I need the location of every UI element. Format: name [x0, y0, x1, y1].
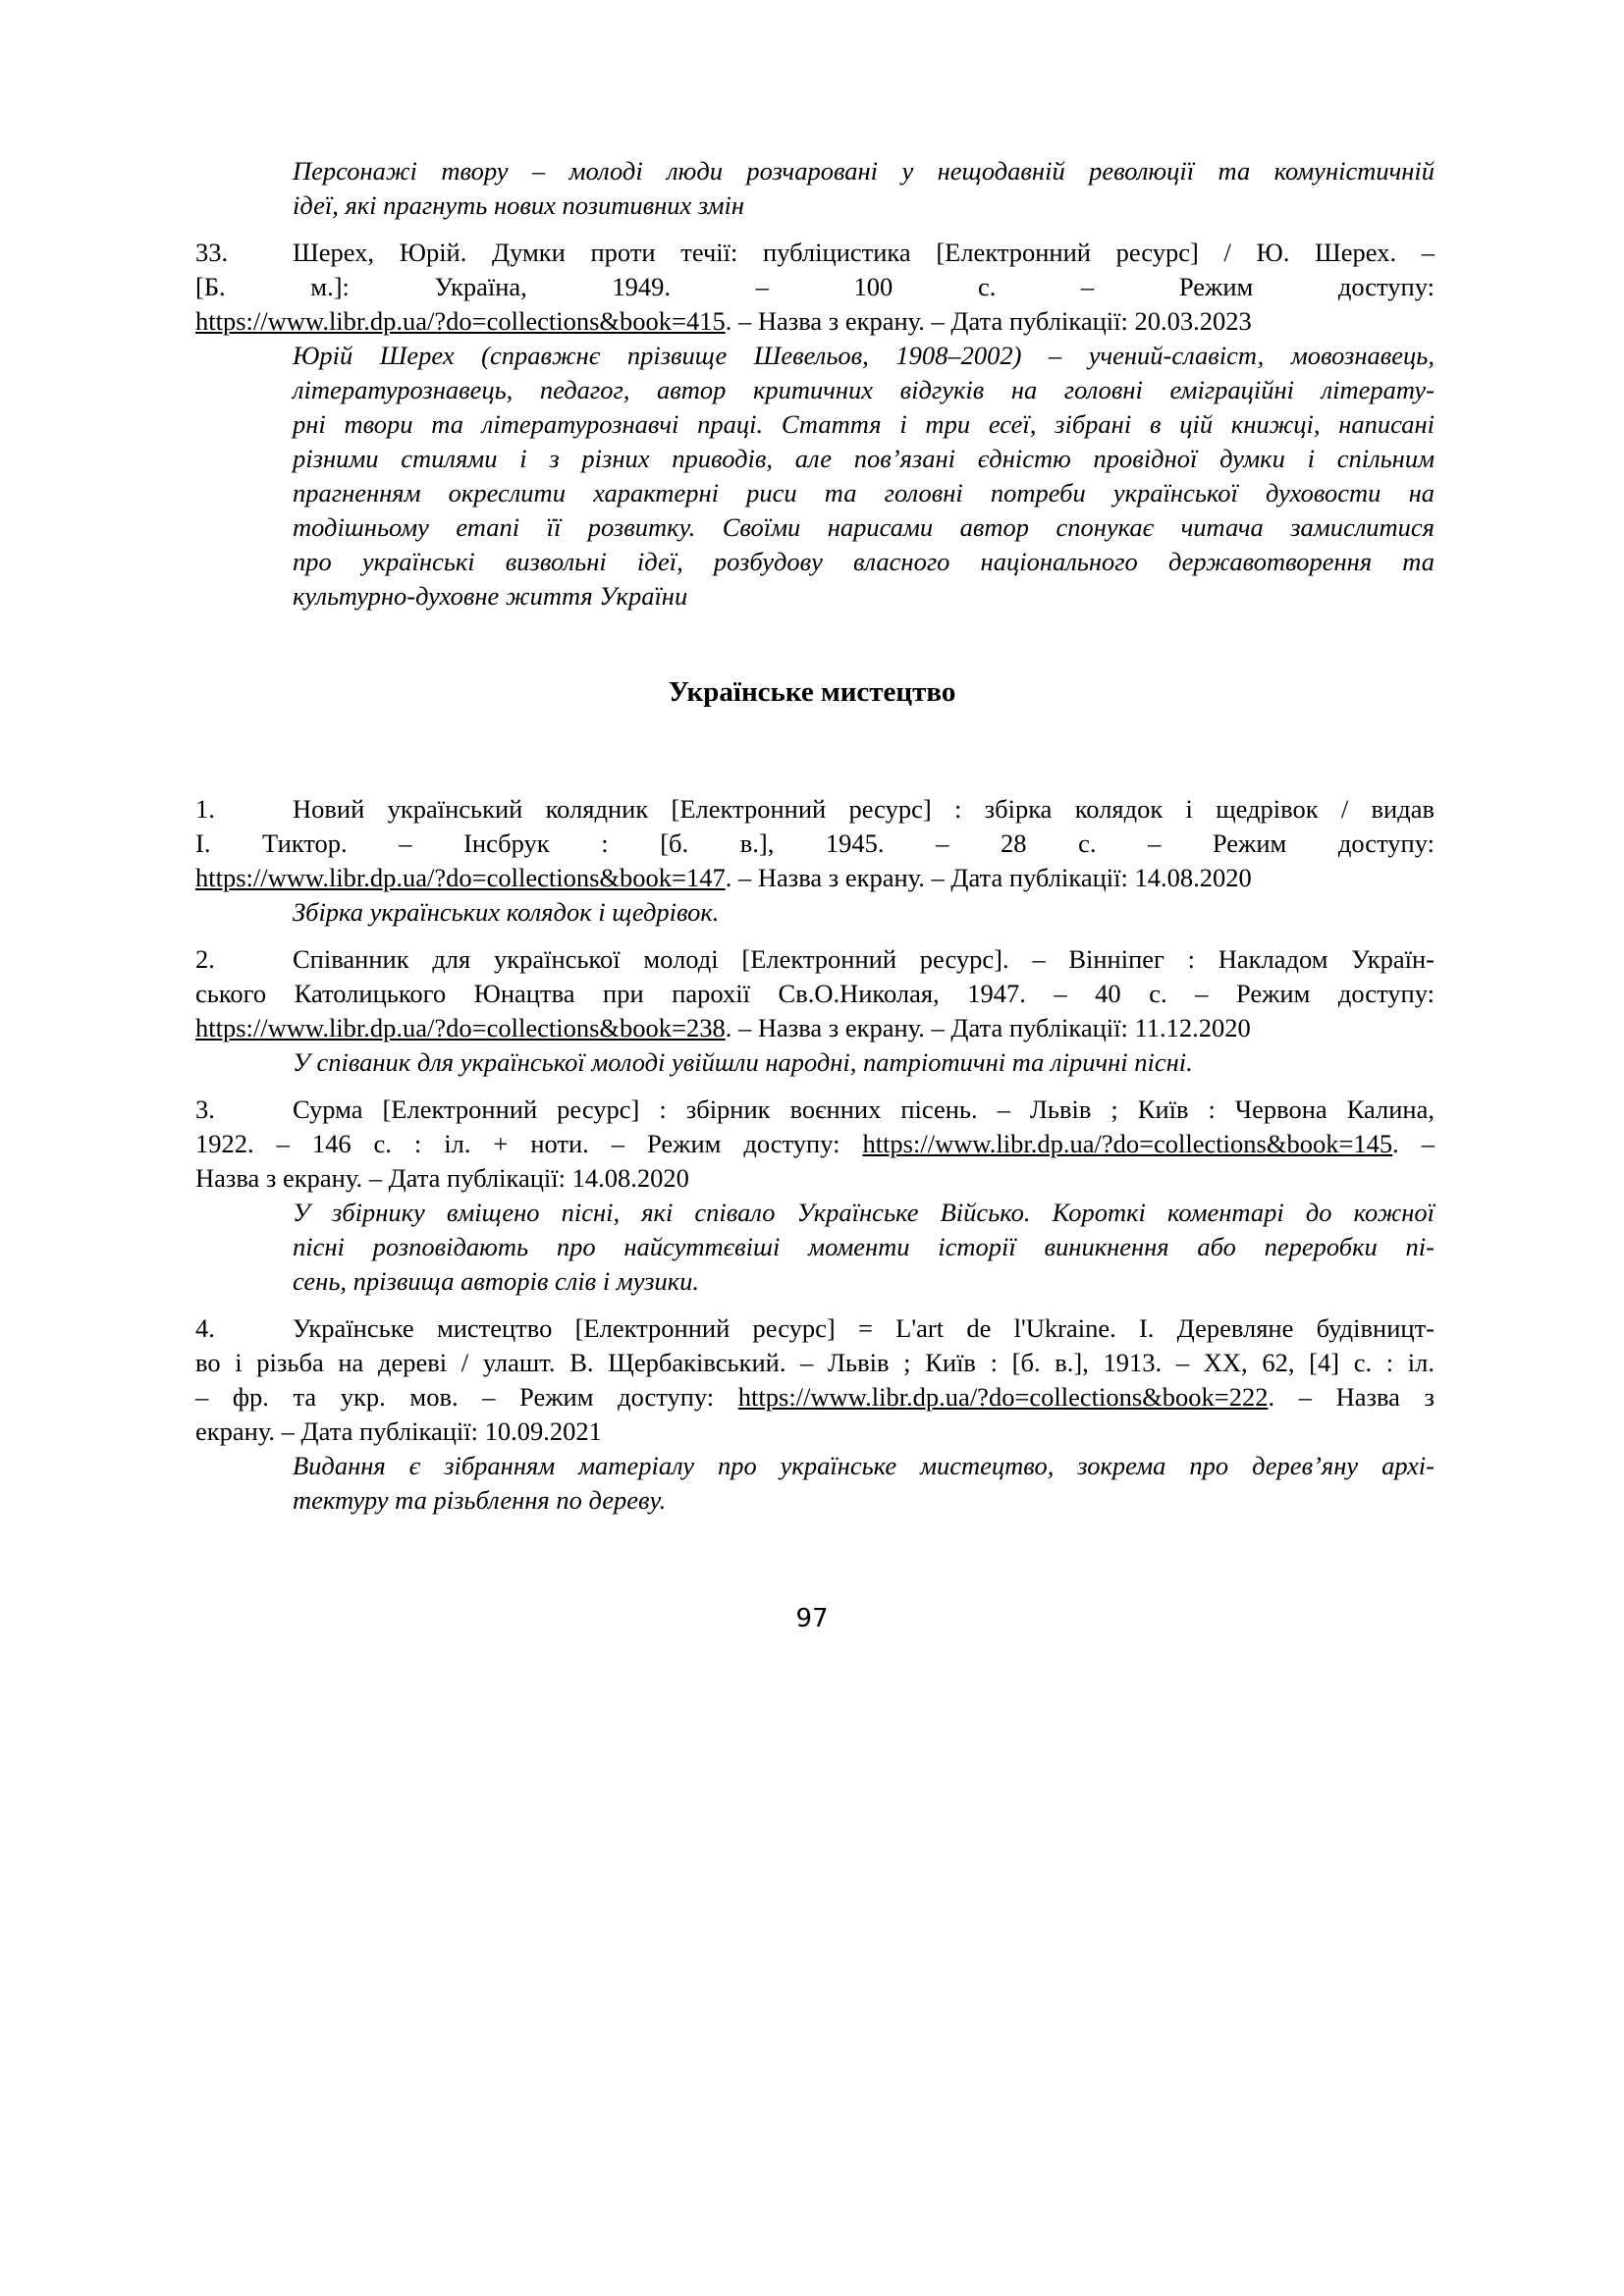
entry-text: Співанник для української молоді [Електронний ресурс]. – Вінніпег : Накладом Україн-	[293, 944, 1435, 974]
entry-number: 4.	[195, 1313, 215, 1343]
bibliography-entry-33	[195, 236, 1435, 339]
entry-line	[195, 942, 1435, 977]
entry-line: во і різьба на дереві / улашт. В. Щербаківський. – Львів ; Київ : [б. в.], 1913. – XX, 62, [4] с. : іл.	[195, 1348, 1435, 1377]
resource-link[interactable]: https://www.libr.dp.ua/?do=collections&book=415	[195, 306, 726, 336]
annotation-line: У співаник для української молоді увійшли народні, патріотичні та ліричні пісні.	[293, 1047, 1193, 1077]
entry-number: 2.	[195, 944, 215, 974]
entry-line	[195, 304, 1435, 339]
annotation-line: прагненням окреслити характерні риси та головні потреби української духовости на	[293, 478, 1435, 507]
entry-line	[195, 1311, 1435, 1346]
entry-line	[195, 1093, 1435, 1127]
annotation-line: Персонажі твору – молоді люди розчаровані у нещодавній революції та комуністичній	[293, 156, 1435, 186]
entry-line: Назва з екрану. – Дата публікації: 14.08.2020	[195, 1163, 689, 1193]
entry-text: – фр. та укр. мов. – Режим доступу:	[195, 1382, 738, 1412]
entry-text: Шерех, Юрій. Думки проти течії: публіцистика [Електронний ресурс] / Ю. Шерех. –	[293, 238, 1435, 267]
annotation-line: рні твори та літературознавчі праці. Стаття і три есеї, зібрані в цій книжці, написані	[293, 409, 1435, 439]
resource-link[interactable]: https://www.libr.dp.ua/?do=collections&book=145	[862, 1129, 1393, 1158]
resource-link[interactable]: https://www.libr.dp.ua/?do=collections&book=147	[195, 863, 726, 892]
annotation-line: про українські визвольні ідеї, розбудову власного національного державотворення та	[293, 547, 1435, 576]
entry-text: . –	[1392, 1129, 1435, 1158]
entry-text: Новий український колядник [Електронний ресурс] : збірка колядок і щедрівок / видав	[293, 794, 1435, 824]
entry-text: . – Назва з	[1268, 1382, 1435, 1412]
annotation-line: пісні розповідають про найсуттєвіші моменти історії виникнення або переробки пі-	[293, 1232, 1435, 1261]
annotation-entry-1	[293, 895, 1435, 930]
annotation-line: сень, прізвища авторів слів і музики.	[293, 1266, 699, 1296]
entry-line	[195, 236, 1435, 270]
entry-text: 1922. – 146 с. : іл. + ноти. – Режим доступу:	[195, 1129, 863, 1158]
section-heading: Українське мистецтво	[668, 676, 956, 708]
entry-line	[195, 861, 1435, 895]
resource-link[interactable]: https://www.libr.dp.ua/?do=collections&book=222	[737, 1382, 1269, 1412]
annotation-line: тодішньому етапі її розвитку. Своїми нарисами автор спонукає читача замислитися	[293, 512, 1435, 542]
page-number: 97	[795, 1604, 829, 1633]
entry-line	[195, 1380, 1435, 1415]
entry-text: Сурма [Електронний ресурс] : збірник воєнних пісень. – Львів ; Київ : Червона Калина,	[293, 1095, 1435, 1124]
annotation-line: ідеї, які прагнуть нових позитивних змін	[293, 190, 745, 220]
entry-line	[195, 792, 1435, 827]
entry-line: екрану. – Дата публікації: 10.09.2021	[195, 1416, 602, 1446]
annotation-line: різними стилями і з різних приводів, але пов’язані єдністю провідної думки і спільним	[293, 444, 1435, 473]
annotation-line: Юрій Шерех (справжнє прізвище Шевельов, 1908–2002) – учений-славіст, мовознавець,	[293, 341, 1435, 370]
bibliography-entry-4	[195, 1311, 1435, 1449]
annotation-line: культурно-духовне життя України	[293, 581, 688, 611]
entry-line: ського Католицького Юнацтва при парохії Св.О.Николая, 1947. – 40 с. – Режим доступу:	[195, 979, 1435, 1008]
annotation-entry-3	[293, 1196, 1435, 1299]
annotation-top	[293, 154, 1435, 223]
annotation-line: літературознавець, педагог, автор критичних відгуків на головні еміграційні літерату-	[293, 375, 1435, 404]
entry-text: Українське мистецтво [Електронний ресурс] = L'art de l'Ukraine. І. Деревляне будівницт-	[293, 1313, 1435, 1343]
bibliography-entry-3	[195, 1093, 1435, 1196]
bibliography-entry-2	[195, 942, 1435, 1045]
entry-text: . – Назва з екрану. – Дата публікації: 11.12.2020	[725, 1013, 1251, 1042]
bibliography-entry-1	[195, 792, 1435, 895]
annotation-line: Збірка українських колядок і щедрівок.	[293, 897, 720, 927]
annotation-entry-4	[293, 1449, 1435, 1518]
annotation-entry-33	[293, 339, 1435, 614]
annotation-entry-2	[293, 1045, 1435, 1080]
annotation-line: Видання є зібранням матеріалу про українське мистецтво, зокрема про дерев’яну архі-	[293, 1451, 1435, 1480]
entry-number: 33.	[195, 238, 229, 267]
entry-line	[195, 1127, 1435, 1161]
entry-line: І. Тиктор. – Інсбрук : [б. в.], 1945. – 28 с. – Режим доступу:	[195, 828, 1435, 858]
resource-link[interactable]: https://www.libr.dp.ua/?do=collections&book=238	[195, 1013, 726, 1042]
entry-text: . – Назва з екрану. – Дата публікації: 20.03.2023	[725, 306, 1252, 336]
entry-text: . – Назва з екрану. – Дата публікації: 14.08.2020	[725, 863, 1252, 892]
entry-number: 3.	[195, 1095, 215, 1124]
entry-line	[195, 1011, 1435, 1045]
annotation-line: У збірнику вміщено пісні, які співало Українське Військо. Короткі коментарі до кожної	[293, 1198, 1435, 1227]
entry-number: 1.	[195, 794, 215, 824]
annotation-line: тектуру та різьблення по дереву.	[293, 1485, 667, 1515]
entry-line: [Б. м.]: Україна, 1949. – 100 с. – Режим доступу:	[195, 272, 1435, 301]
